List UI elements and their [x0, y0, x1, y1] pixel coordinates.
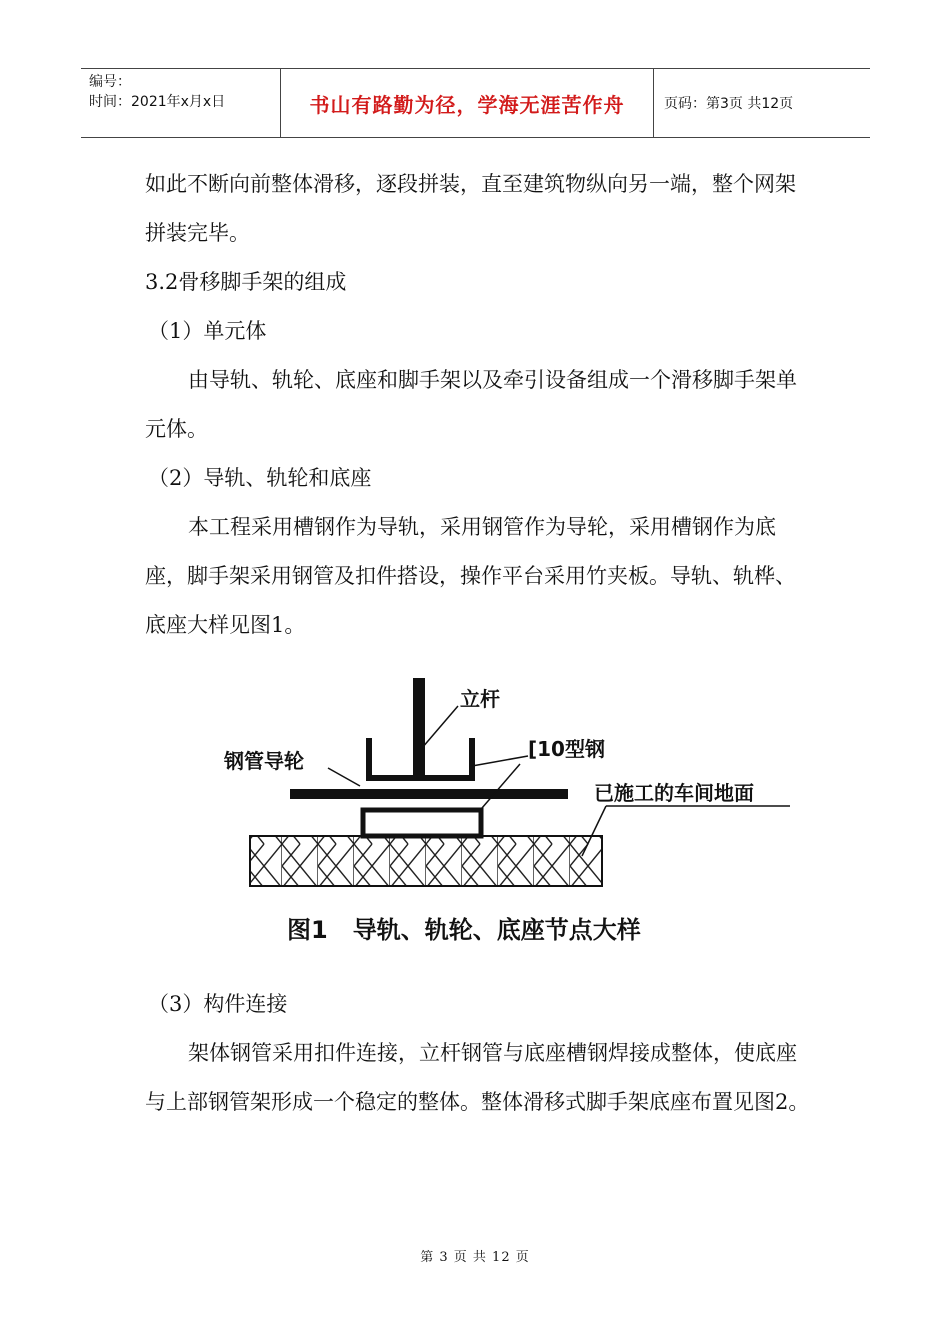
pole — [413, 678, 425, 778]
label-channel-steel: [10型钢 — [528, 737, 605, 761]
item2-text: 本工程采用槽钢作为导轨，采用钢管作为导轮，采用槽钢作为底座，脚手架采用钢管及扣件搭设，操作平台采用竹夹板。导轨、轨桦、底座大样见图1。 — [145, 515, 796, 637]
figure-1-diagram — [210, 668, 810, 958]
figure-caption: 图1 导轨、轨轮、底座节点大样 — [287, 916, 641, 944]
document-body — [145, 160, 810, 650]
header-meta — [81, 69, 281, 137]
page-footer: 第 3 页 共 12 页 — [420, 1250, 530, 1265]
section-heading: 3.2骨移脚手架的组成 — [145, 270, 347, 294]
floor-slab — [250, 836, 602, 886]
item2-title: （2）导轨、轨轮和底座 — [148, 466, 372, 490]
figure-1 — [210, 668, 810, 958]
base-channel — [363, 810, 481, 836]
item1-text: 由导轨、轨轮、底座和脚手架以及牵引设备组成一个滑移脚手架单元体。 — [145, 368, 797, 441]
header-page-info: 页码：第3页 共12页 — [664, 96, 794, 112]
paragraph-continuation: 如此不断向前整体滑移，逐段拼装，直至建筑物纵向另一端，整个网架拼装完毕。 — [145, 172, 796, 245]
time-label: 时间：2021年x月x日 — [89, 94, 226, 110]
label-floor: 已施工的车间地面 — [594, 781, 754, 805]
header-motto: 书山有路勤为径，学海无涯苦作舟 — [281, 69, 654, 137]
label-steel-wheel: 钢管导轮 — [224, 749, 304, 773]
label-pole: 立杆 — [460, 687, 500, 711]
document-body-continued — [145, 980, 810, 1127]
item1-title: （1）单元体 — [148, 319, 267, 343]
item3-title: （3）构件连接 — [148, 992, 288, 1016]
guide-wheel-bar — [290, 789, 568, 799]
number-label: 编号： — [89, 74, 131, 90]
page-header — [81, 68, 870, 138]
item3-text: 架体钢管采用扣件连接，立杆钢管与底座槽钢焊接成整体，使底座与上部钢管架形成一个稳定的整体。整体滑移式脚手架底座布置见图2。 — [145, 1041, 810, 1114]
